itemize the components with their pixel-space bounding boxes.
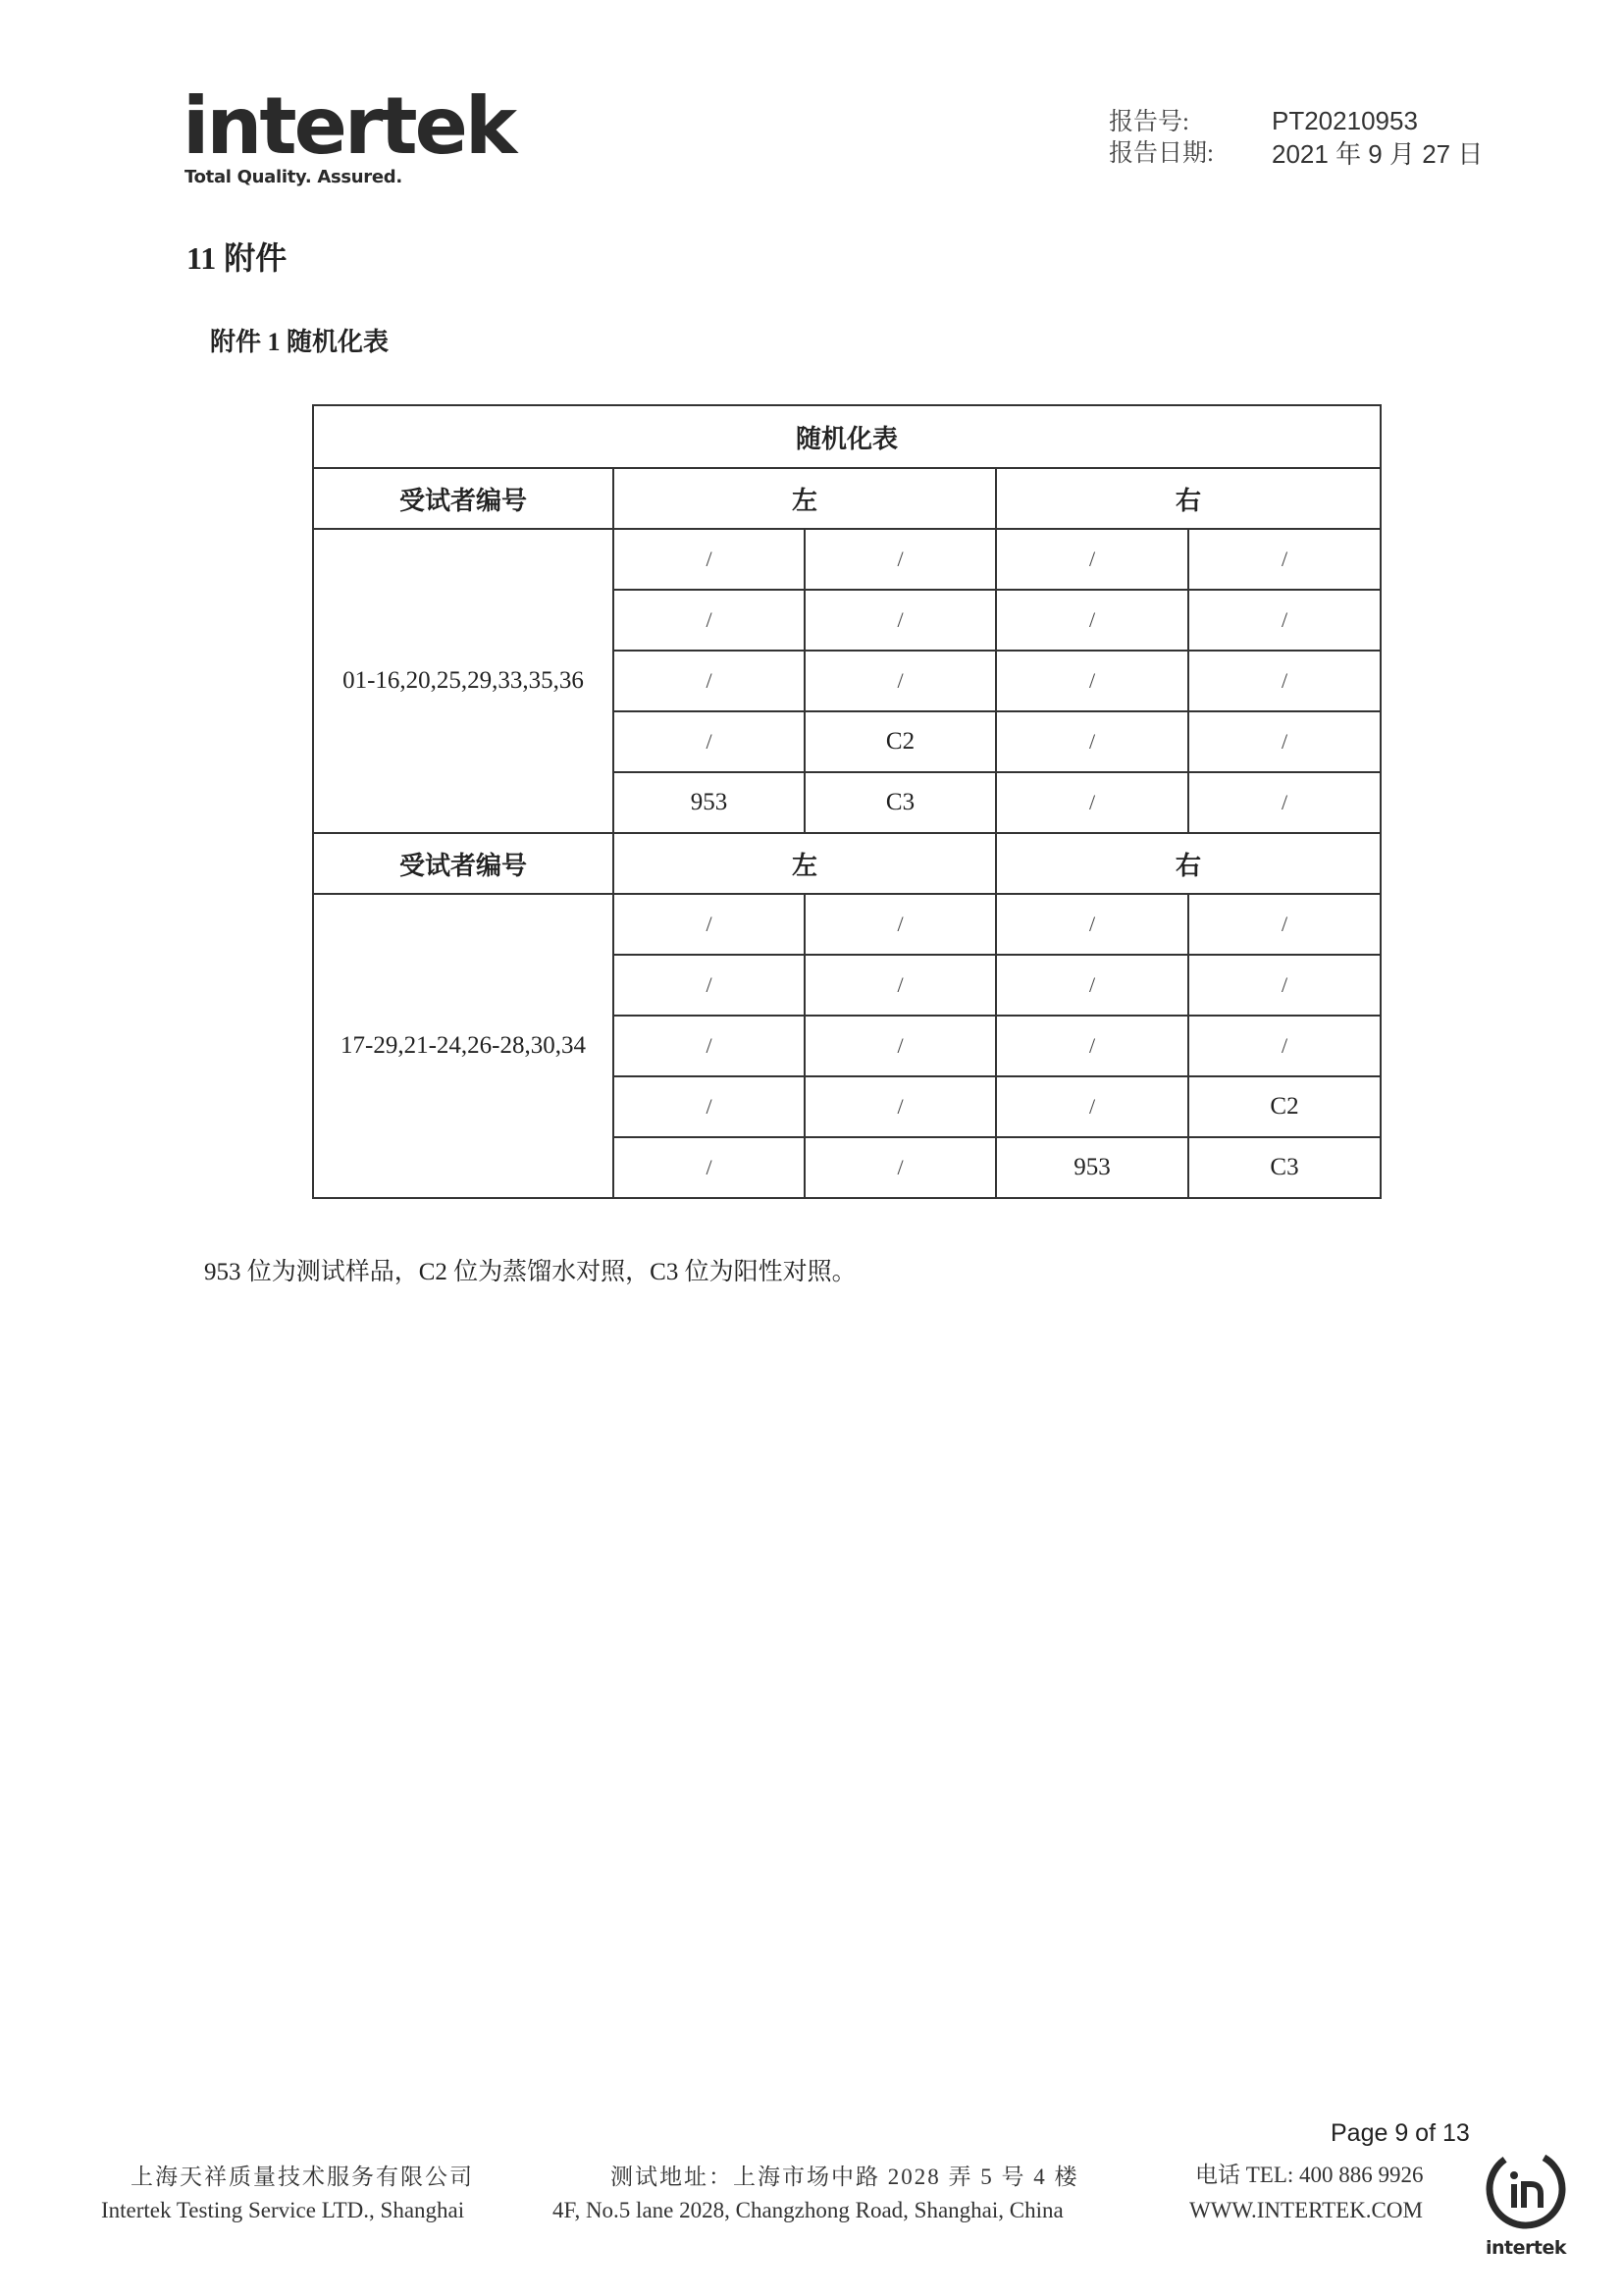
cell: /: [613, 894, 805, 955]
cell: /: [1188, 772, 1381, 833]
logo-tagline: Total Quality. Assured.: [184, 167, 402, 187]
cell: /: [613, 590, 805, 651]
company-name-cn: 上海天祥质量技术服务有限公司: [131, 2165, 474, 2189]
cell: /: [613, 529, 805, 590]
table-note: 953 位为测试样品，C2 位为蒸馏水对照，C3 位为阳性对照。: [204, 1259, 857, 1285]
cell: /: [996, 529, 1188, 590]
intertek-logo: [183, 80, 515, 191]
subject-id-header: 受试者编号: [313, 468, 613, 529]
cell: /: [805, 590, 996, 651]
table-title: 随机化表: [313, 405, 1381, 468]
cell: /: [1188, 1016, 1381, 1076]
cell: /: [613, 1016, 805, 1076]
cell: /: [613, 711, 805, 772]
cell: /: [996, 711, 1188, 772]
cell: /: [613, 1137, 805, 1198]
cell: /: [1188, 711, 1381, 772]
report-date-label: 报告日期:: [1109, 140, 1214, 167]
header-row: [313, 833, 1381, 894]
cell: C2: [805, 711, 996, 772]
report-date: 2021 年 9 月 27 日: [1272, 139, 1484, 169]
cell: /: [1188, 894, 1381, 955]
address-cn: 测试地址：上海市场中路 2028 弄 5 号 4 楼: [610, 2165, 1079, 2189]
table-row: [313, 894, 1381, 955]
subject-ids: 17-29,21-24,26-28,30,34: [313, 894, 613, 1198]
cell: /: [996, 651, 1188, 711]
logo-wordmark: intertek: [183, 80, 515, 172]
right-header: 右: [996, 833, 1381, 894]
cell: /: [613, 955, 805, 1016]
randomization-table: [312, 404, 1382, 1199]
cell: /: [996, 955, 1188, 1016]
address-en: 4F, No.5 lane 2028, Changzhong Road, Shanghai, China: [552, 2198, 1064, 2222]
report-no: PT20210953: [1272, 106, 1418, 135]
cell: /: [1188, 590, 1381, 651]
intertek-badge-logo: [1482, 2145, 1570, 2263]
cell: /: [1188, 529, 1381, 590]
badge-wordmark: intertek: [1486, 2237, 1566, 2259]
table-title-row: [313, 405, 1381, 468]
page-number: Page 9 of 13: [1331, 2119, 1470, 2147]
table-row: [313, 529, 1381, 590]
cell: 953: [613, 772, 805, 833]
intertek-badge-icon: [1482, 2145, 1570, 2235]
right-header: 右: [996, 468, 1381, 529]
website: WWW.INTERTEK.COM: [1189, 2198, 1423, 2222]
cell: /: [996, 894, 1188, 955]
cell: C3: [805, 772, 996, 833]
cell: /: [613, 1076, 805, 1137]
left-header: 左: [613, 833, 996, 894]
cell: /: [805, 955, 996, 1016]
attachment-title: 附件 1 随机化表: [210, 328, 390, 356]
company-name-en: Intertek Testing Service LTD., Shanghai: [101, 2198, 465, 2222]
subject-id-header: 受试者编号: [313, 833, 613, 894]
cell: 953: [996, 1137, 1188, 1198]
cell: /: [996, 772, 1188, 833]
cell: /: [805, 1076, 996, 1137]
cell: /: [805, 1016, 996, 1076]
header-row: [313, 468, 1381, 529]
subject-ids: 01-16,20,25,29,33,35,36: [313, 529, 613, 833]
cell: /: [996, 1076, 1188, 1137]
cell: /: [1188, 651, 1381, 711]
left-header: 左: [613, 468, 996, 529]
cell: /: [996, 590, 1188, 651]
cell: /: [1188, 955, 1381, 1016]
cell: /: [805, 529, 996, 590]
report-no-label: 报告号:: [1109, 109, 1189, 135]
cell: /: [996, 1016, 1188, 1076]
cell: C3: [1188, 1137, 1381, 1198]
cell: /: [805, 1137, 996, 1198]
cell: /: [805, 651, 996, 711]
cell: C2: [1188, 1076, 1381, 1137]
cell: /: [805, 894, 996, 955]
telephone: 电话 TEL: 400 886 9926: [1195, 2163, 1424, 2187]
section-title: 11 附件: [186, 240, 288, 276]
cell: /: [613, 651, 805, 711]
